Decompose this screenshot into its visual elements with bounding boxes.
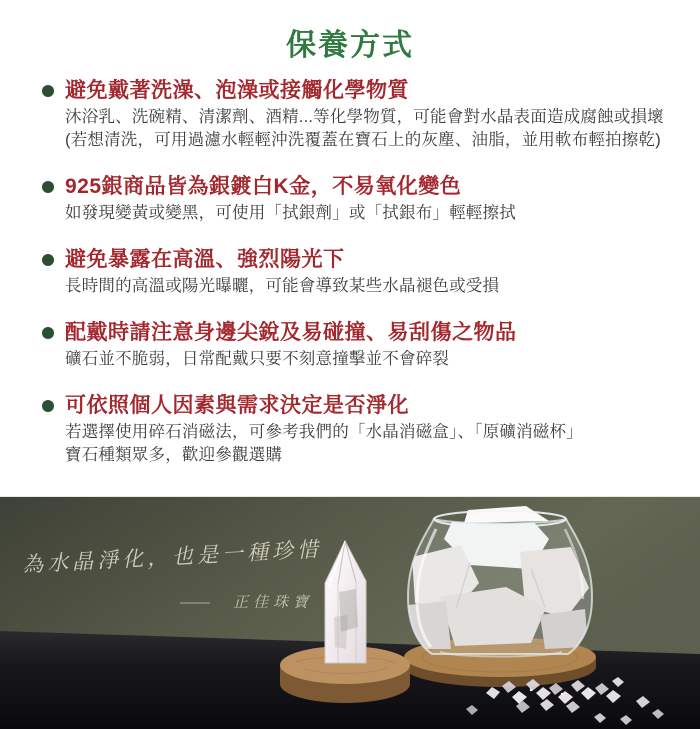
care-item-line: 沐浴乳、洗碗精、清潔劑、酒精...等化學物質，可能會對水晶表面造成腐蝕或損壞 (65, 108, 664, 126)
bullet-dot-icon (42, 181, 54, 193)
brand-signature: 正佳珠寶 (233, 594, 314, 611)
care-item-heading: 可依照個人因素與需求決定是否淨化 (65, 394, 409, 417)
care-item-line: 如發現變黃或變黑，可使用「拭銀劑」或「拭銀布」輕輕擦拭 (65, 204, 516, 222)
photo-illustration (0, 497, 700, 729)
care-item-line: (若想清洗，可用過濾水輕輕沖洗覆蓋在寶石上的灰塵、油脂，並用軟布輕拍擦乾) (65, 131, 661, 149)
bullet-dot-icon (42, 327, 54, 339)
bullet-dot-icon (42, 400, 54, 412)
care-item-line: 礦石並不脆弱，日常配戴只要不刻意撞擊並不會碎裂 (65, 350, 450, 368)
care-item-sharp-objects (0, 320, 680, 371)
care-item-silver (0, 174, 680, 225)
care-item-heading: 925銀商品皆為銀鍍白K金，不易氧化變色 (65, 175, 462, 198)
care-item-heat-sunlight (0, 247, 680, 298)
care-item-purification (0, 393, 680, 467)
page-title: 保養方式 (286, 29, 414, 62)
glass-jar (408, 511, 592, 657)
care-item-heading: 配戴時請注意身邊尖銳及易碰撞、易刮傷之物品 (65, 321, 517, 344)
brand-signature-row (180, 591, 313, 612)
bullet-dot-icon (42, 254, 54, 266)
handwritten-quote: 為水晶淨化，也是一種珍惜 (21, 538, 323, 577)
bullet-dot-icon (42, 85, 54, 97)
care-item-chemicals (0, 78, 680, 152)
care-item-line: 寶石種類眾多，歡迎參觀選購 (65, 446, 283, 464)
care-item-line: 若選擇使用碎石消磁法，可參考我們的「水晶消磁盒」、「原礦消磁杯」 (65, 423, 583, 441)
care-item-heading: 避免戴著洗澡、泡澡或接觸化學物質 (65, 79, 409, 102)
signature-dash: —— (180, 594, 210, 611)
care-instruction-list (0, 78, 700, 467)
crystal-product-photo (0, 496, 700, 729)
care-item-heading: 避免暴露在高溫、強烈陽光下 (65, 248, 345, 271)
care-item-line: 長時間的高溫或陽光曝曬，可能會導致某些水晶褪色或受損 (65, 277, 500, 295)
